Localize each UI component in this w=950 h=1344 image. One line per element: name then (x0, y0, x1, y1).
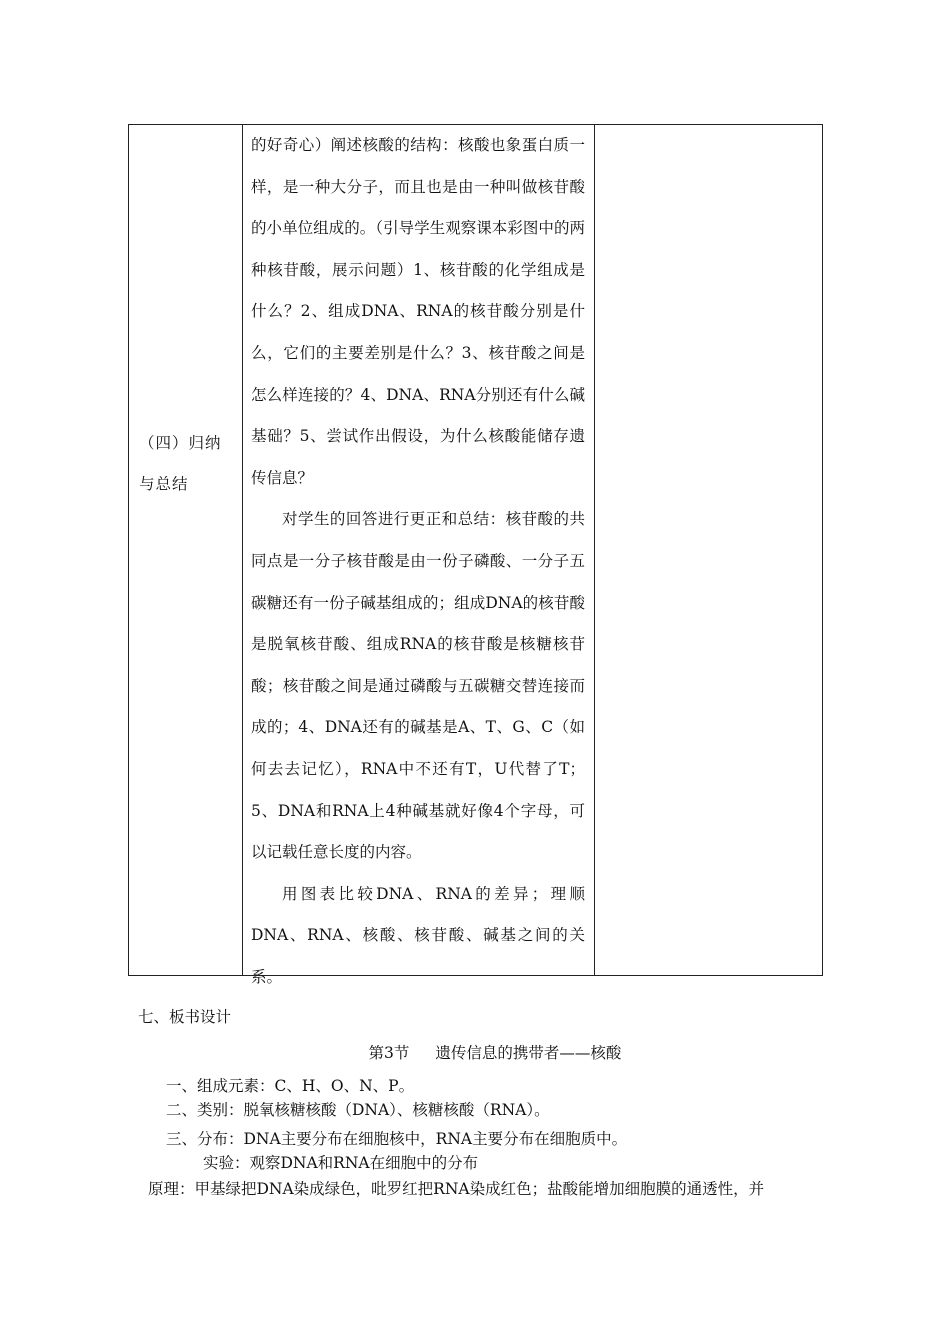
activity-paragraph: 用图表比较DNA、RNA的差异；理顺DNA、RNA、核酸、核苷酸、碱基之间的关系。 (251, 884, 585, 986)
board-item: 原理：甲基绿把DNA染成绿色，吡罗红把RNA染成红色；盐酸能增加细胞膜的通透性，并 (148, 1180, 765, 1198)
board-item: 一、组成元素：C、H、O、N、P。 (166, 1077, 415, 1095)
lesson-table (128, 124, 823, 986)
board-item: 实验：观察DNA和RNA在细胞中的分布 (203, 1154, 479, 1172)
section-heading: 七、板书设计 (138, 1008, 232, 1026)
board-title (0, 1042, 950, 1064)
section-number: 第3节 (368, 1044, 410, 1062)
activity-paragraph: 的好奇心）阐述核酸的结构：核酸也象蛋白质一样，是一种大分子，而且也是由一种叫做核苷酸的小单位组成的。（引导学生观察课本彩图中的两种核苷酸，展示问题）1、核苷酸的化学组成是什么？2、组成DNA、RNA的核苷酸分别是什么，它们的主要差别是什么？3、核苷酸之间是怎么样连接的？4、DNA、RNA分别还有什么碱基础？5、尝试作出假设，为什么核酸能储存遗传信息？ (251, 136, 585, 487)
board-item: 三、分布：DNA主要分布在细胞核中，RNA主要分布在细胞质中。 (166, 1130, 628, 1148)
table-divider (594, 125, 595, 975)
stage-label-line1: （四）归纳 (139, 434, 222, 452)
section-name: 遗传信息的携带者——核酸 (435, 1044, 622, 1062)
activity-paragraph: 对学生的回答进行更正和总结：核苷酸的共同点是一分子核苷酸是由一份子磷酸、一分子五碳糖还有一份子碱基组成的；组成DNA的核苷酸是脱氧核苷酸、组成RNA的核苷酸是核糖核苷酸；核苷酸之间是通过磷酸与五碳糖交替连接而成的；4、DNA还有的碱基是A、T、G、C（如何去去记忆），RNA中不还有T，U代替了T；5、DNA和RNA上4种碱基就好像4个字母，可以记载任意长度的内容。 (251, 510, 585, 862)
stage-cell (129, 423, 242, 505)
teacher-activity-cell (242, 125, 594, 998)
stage-label-line2: 与总结 (139, 475, 189, 493)
board-item: 二、类别：脱氧核糖核酸（DNA）、核糖核酸（RNA）。 (166, 1101, 550, 1119)
